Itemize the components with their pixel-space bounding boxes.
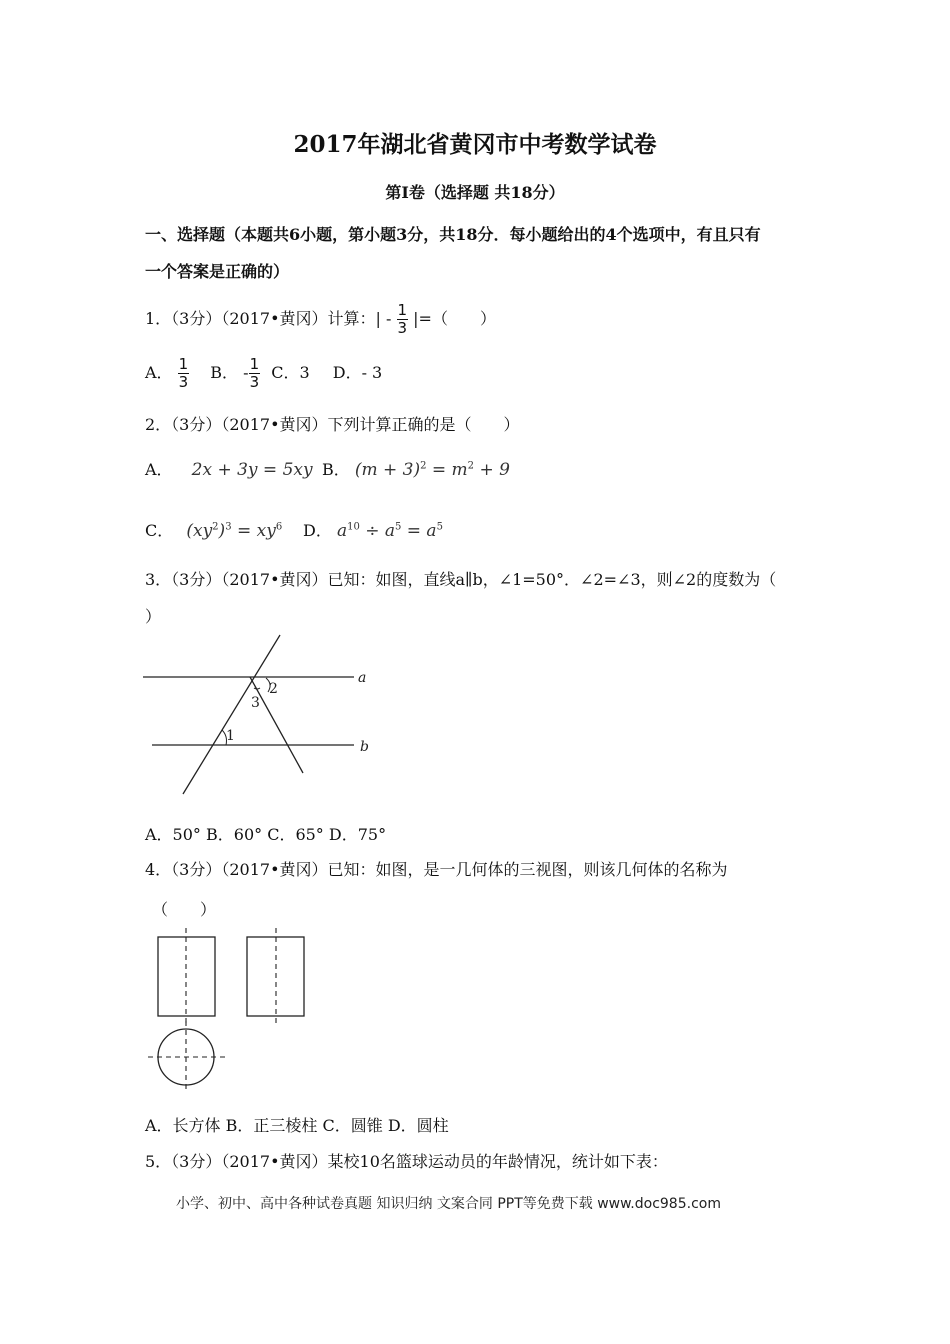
q4-three-views-figure [140, 925, 340, 1095]
question-4-stem-line1: 4．（3分）（2017•黄冈）已知：如图，是一几何体的三视图，则该几何体的名称为 [145, 860, 728, 879]
q2-d-a1: a [336, 521, 348, 541]
q2-option-c-expr [186, 521, 282, 541]
question-2-stem: 2．（3分）（2017•黄冈）下列计算正确的是（ ） [145, 415, 520, 434]
q2-c-close: ) [218, 521, 226, 541]
q1-option-a-label: A． [145, 363, 173, 382]
q2-option-c-label: C． [145, 521, 174, 540]
q2-option-b-expr [355, 460, 510, 480]
q2-c-inner-exp: 2 [212, 521, 219, 533]
q1-fraction-numerator: 1 [397, 301, 408, 319]
q1-option-b-fraction [249, 356, 261, 391]
q1-fraction-denominator: 3 [397, 319, 408, 337]
q1-fraction [397, 302, 409, 337]
q2-d-e3: 5 [436, 521, 443, 533]
q2-option-a-expr: 2x + 3y = 5xy [191, 460, 313, 480]
q2-b-base: (m + 3) [354, 460, 421, 480]
question-3-stem-line1: 3．（3分）（2017•黄冈）已知：如图，直线a∥b，∠1=50°．∠2=∠3，则∠2的度数为（ [145, 570, 777, 589]
volume-heading: 第I卷（选择题 共18分） [385, 183, 565, 202]
section-heading-line2: 一个答案是正确的） [145, 262, 290, 281]
q1-option-a-numerator: 1 [178, 355, 189, 373]
q3-label-b: b [360, 739, 369, 755]
q1-option-d: D．- 3 [332, 363, 383, 382]
q2-d-op: ÷ a [359, 521, 395, 541]
q2-option-a-label: A． [145, 460, 173, 479]
page-footer: 小学、初中、高中各种试卷真题 知识归纳 文案合同 PPT等免费下载 www.doc985.com [176, 1196, 721, 1212]
q3-label-1: 1 [226, 728, 235, 744]
question-2-option-d [303, 518, 443, 541]
q1-option-b-label: B． [210, 363, 239, 382]
q2-option-b-label: B． [322, 460, 350, 479]
q2-b-rhs: = m [426, 460, 468, 480]
q3-label-2: 2 [269, 681, 278, 697]
page-title: 2017年湖北省黄冈市中考数学试卷 [293, 131, 657, 158]
q1-option-b-numerator: 1 [249, 355, 260, 373]
q3-parallel-lines-figure [140, 630, 380, 800]
question-2-option-b [322, 457, 510, 480]
q2-b-exp: 2 [420, 460, 427, 472]
question-1-stem [145, 302, 496, 337]
q2-d-eq: = a [401, 521, 437, 541]
question-1-options [145, 356, 382, 391]
q2-c-rhs: = xy [231, 521, 276, 541]
question-5-stem: 5．（3分）（2017•黄冈）某校10名篮球运动员的年龄情况，统计如下表： [145, 1152, 668, 1171]
q1-stem-suffix: |=（ ） [413, 309, 496, 328]
q3-label-3: 3 [251, 695, 260, 711]
q2-c-base: (xy [186, 521, 213, 541]
q2-d-e2: 5 [395, 521, 402, 533]
q2-d-e1: 10 [347, 521, 360, 533]
question-2-option-a [145, 457, 313, 480]
question-3-options: A．50° B．60° C．65° D．75° [145, 825, 387, 844]
q1-option-c: C．3 [271, 363, 310, 382]
q3-angle-3-arc [254, 688, 260, 689]
q2-c-rhs-exp: 6 [275, 521, 283, 533]
q2-option-d-label: D． [303, 521, 332, 540]
question-2-option-c [145, 518, 282, 541]
q1-option-a-fraction [178, 356, 190, 391]
q2-b-rhs-tail: + 9 [474, 460, 510, 480]
q2-option-d-expr [337, 521, 443, 541]
q3-transversal-left [183, 635, 280, 794]
q2-c-exp: 3 [225, 521, 232, 533]
q1-option-b-sign: - [243, 363, 249, 382]
q1-option-b-denominator: 3 [249, 373, 260, 391]
q3-label-a: a [358, 670, 367, 686]
q1-stem-prefix: 1．（3分）（2017•黄冈）计算：| - [145, 309, 392, 328]
q2-b-rhs-exp: 2 [467, 460, 475, 472]
question-4-options: A．长方体 B．正三棱柱 C．圆锥 D．圆柱 [145, 1116, 449, 1135]
q1-option-a-denominator: 3 [178, 373, 189, 391]
section-heading-line1: 一、选择题（本题共6小题，第小题3分，共18分．每小题给出的4个选项中，有且只有 [145, 225, 761, 244]
question-3-stem-line2: ） [145, 607, 162, 626]
question-4-stem-line2: （ ） [152, 900, 217, 919]
